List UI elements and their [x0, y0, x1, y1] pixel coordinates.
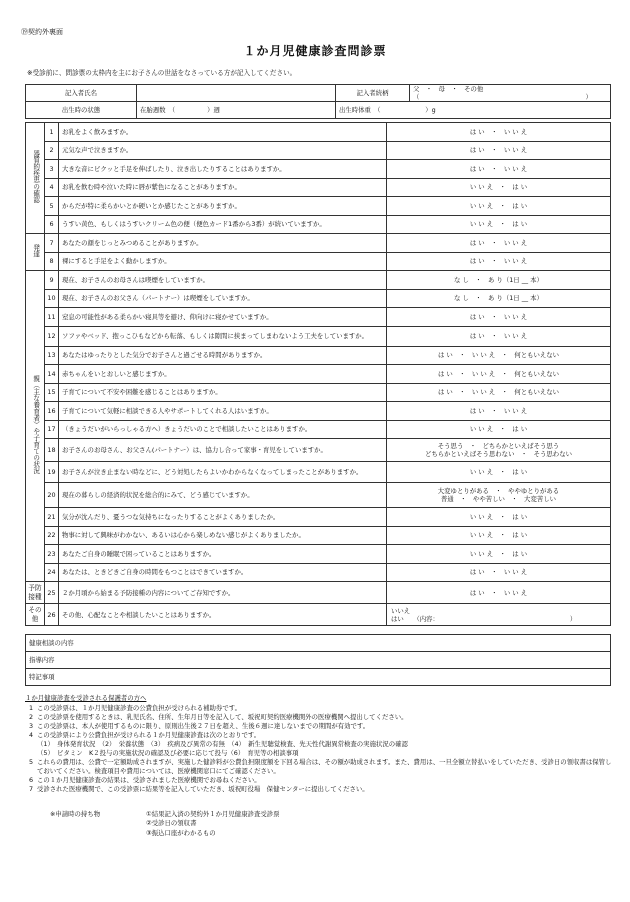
answer-choice[interactable]: は い ・ い い え — [469, 164, 528, 173]
answer-choice[interactable]: な し ・ あ り（1日 __ 本） — [454, 294, 543, 303]
question-row — [26, 308, 611, 327]
question-number: 18 — [45, 439, 59, 462]
question-row — [26, 526, 611, 545]
writer-name-label: 記入者氏名 — [26, 85, 137, 102]
question-row — [26, 545, 611, 564]
answer-options[interactable] — [387, 178, 611, 197]
answer-options[interactable] — [387, 271, 611, 290]
question-text: 現在、お子さんのお父さん（パートナー）は喫煙をしていますか。 — [59, 289, 387, 308]
question-row — [26, 383, 611, 402]
guide-item-number: 1 — [28, 703, 34, 712]
question-text: 現在、お子さんのお母さんは喫煙をしていますか。 — [59, 271, 387, 290]
corner-label: ⑲契約外裏面 — [21, 28, 63, 36]
bring-label: ※申請時の持ち物 — [50, 810, 101, 818]
question-number: 3 — [45, 160, 59, 179]
consult-content-row[interactable]: 健康相談の内容 — [26, 635, 611, 652]
answer-options[interactable] — [387, 462, 611, 483]
question-row — [26, 420, 611, 439]
answer-options[interactable] — [387, 215, 611, 234]
answer-choice[interactable]: な し ・ あ り（1日 __ 本） — [454, 275, 543, 284]
guide-item — [25, 776, 615, 785]
question-number: 15 — [45, 383, 59, 402]
question-number: 8 — [45, 252, 59, 271]
answer-choice[interactable]: い い え ・ は い — [469, 512, 528, 521]
answer-choice[interactable]: は い ・ い い え ・ 何ともいえない — [437, 351, 560, 360]
answer-options[interactable] — [387, 439, 611, 462]
question-row — [26, 234, 611, 253]
answer-choice[interactable]: い い え ・ は い — [469, 425, 528, 434]
header-table — [25, 84, 611, 119]
guide-item-number: 2 — [28, 712, 34, 721]
answer-choice[interactable]: は い ・ い い え ・ 何ともいえない — [437, 388, 560, 397]
question-row — [26, 604, 611, 626]
guide-item-number: 7 — [28, 784, 34, 793]
question-number: 9 — [45, 271, 59, 290]
question-row — [26, 141, 611, 160]
question-number: 1 — [45, 123, 59, 142]
question-row — [26, 326, 611, 346]
answer-options[interactable] — [387, 252, 611, 271]
answer-options[interactable] — [387, 526, 611, 545]
answer-choice[interactable]: は い ・ い い え — [469, 588, 528, 597]
category-development — [26, 234, 45, 271]
guidance-content-row[interactable]: 指導内容 — [26, 652, 611, 669]
answer-options[interactable] — [387, 326, 611, 346]
question-text: 物事に対して興味がわかない、あるいは心から楽しめない感じがよくありましたか。 — [59, 526, 387, 545]
notes-table — [25, 634, 611, 686]
question-text: うすい黄色、もしくはうすいクリーム色の便（便色カード1番から3番）が続いていますか。 — [59, 215, 387, 234]
question-text: あなたご自身の睡眠で困っていることはありますか。 — [59, 545, 387, 564]
answer-choice[interactable]: どちらかといえばそう思わない ・ そう思わない — [425, 450, 572, 458]
question-text: あなたの顔をじっとみつめることがありますか。 — [59, 234, 387, 253]
answer-options[interactable] — [387, 604, 611, 626]
question-number: 19 — [45, 462, 59, 483]
answer-options[interactable] — [387, 582, 611, 604]
question-text: 裸にすると手足をよく動かしますか。 — [59, 252, 387, 271]
answer-choice[interactable]: は い ・ い い え — [469, 568, 528, 577]
question-number: 17 — [45, 420, 59, 439]
question-text: ２か月頃から始まる予防接種の内容についてご存知ですか。 — [59, 582, 387, 604]
answer-options[interactable] — [387, 160, 611, 179]
category-vaccination — [26, 582, 45, 604]
question-text: 元気な声で泣きますか。 — [59, 141, 387, 160]
notice-text: ※受診前に、問診票の太枠内を主にお子さんの世話をなさっている方が記入してください。 — [27, 69, 297, 77]
guide-heading: １か月健康診査を受診される保護者の方へ — [25, 694, 147, 702]
question-number: 25 — [45, 582, 59, 604]
question-number: 10 — [45, 289, 59, 308]
bring-item: ①結果記入済の契約外１か月児健康診査受診票 — [146, 810, 280, 818]
question-row — [26, 508, 611, 527]
question-number: 26 — [45, 604, 59, 626]
answer-options[interactable] — [387, 141, 611, 160]
question-number: 23 — [45, 545, 59, 564]
question-number: 6 — [45, 215, 59, 234]
special-notes-row[interactable]: 特記事項 — [26, 669, 611, 686]
question-text: からだが特に柔らかいとか硬いとか感じたことがありますか。 — [59, 197, 387, 216]
answer-options[interactable] — [387, 420, 611, 439]
answer-choice[interactable]: はい （内容： ） — [391, 614, 577, 623]
bring-items — [50, 810, 280, 838]
question-number: 4 — [45, 178, 59, 197]
guide-item — [25, 722, 615, 731]
question-number: 5 — [45, 197, 59, 216]
category-label: その他 — [28, 606, 42, 623]
category-label: 親（主な養育者）や子育ての状況 — [31, 375, 40, 475]
answer-choice[interactable]: い い え ・ は い — [469, 201, 528, 210]
guide-item-text: （5） ビタミン K２投与の実施状況の確認及び必要に応じて投与（6） 育児等の相談事項 — [37, 748, 299, 757]
answer-options[interactable] — [387, 123, 611, 142]
answer-options[interactable] — [387, 508, 611, 527]
writer-name-field[interactable] — [137, 85, 336, 102]
question-row — [26, 215, 611, 234]
answer-choice[interactable]: は い ・ い い え ・ 何ともいえない — [437, 369, 560, 378]
answer-options[interactable] — [387, 234, 611, 253]
question-number: 12 — [45, 326, 59, 346]
guide-item — [25, 758, 615, 776]
guide-item-number: 6 — [28, 775, 34, 784]
answer-choice[interactable]: は い ・ い い え — [469, 127, 528, 136]
answer-choice[interactable]: は い ・ い い え — [469, 406, 528, 415]
question-row — [26, 123, 611, 142]
guide-item-number: 4 — [28, 730, 34, 739]
question-row — [26, 582, 611, 604]
question-row — [26, 271, 611, 290]
guide-item — [25, 740, 615, 749]
answer-choice[interactable]: いいえ — [391, 606, 411, 615]
answer-options[interactable] — [387, 308, 611, 327]
question-text: （きょうだいがいらっしゃる方へ）きょうだいのことで相談したいことはありますか。 — [59, 420, 387, 439]
category-label: 器質的疾患の確認 — [31, 150, 40, 204]
question-text: お乳を飲む時や泣いた時に唇が紫色になることがありますか。 — [59, 178, 387, 197]
guide-item-text: この１か月児健康診査の結果は、受診されました医療機関でお尋ねください。 — [37, 775, 261, 784]
birth-weight-field[interactable]: 出生時体重 （ ）g — [336, 102, 611, 119]
guide-item-text: これらの費用は、公費で一定額助成されますが、実施した健診料が公費負担限度額を下回る場合は、その額が助成されます。また、費用は、一旦全額立替払いをしていただき、受診日の領収書は保管しておいてください。検査項目や費用については、医療機関窓口にてご確認ください。 — [37, 757, 612, 775]
question-row — [26, 252, 611, 271]
question-text: 気分が沈んだり、憂うつな気持ちになったりすることがよくありましたか。 — [59, 508, 387, 527]
answer-choice[interactable]: い い え ・ は い — [469, 468, 528, 476]
birth-state-label: 出生時の状態 — [26, 102, 137, 119]
question-row — [26, 178, 611, 197]
relation-options[interactable]: 父 ・ 母 ・ その他（ ） — [410, 85, 611, 102]
guide-item-text: （1） 身体発育状況 （2） 栄養状態 （3） 疾病及び異常の有無 （4） 新生児聴覚検査、先天性代謝異常検査の実施状況の確認 — [37, 739, 408, 748]
answer-options[interactable] — [387, 383, 611, 402]
answer-choice[interactable]: い い え ・ は い — [469, 549, 528, 558]
guide-item-text: 受診された医療機関で、この受診票に結果等を記入していただき、坂祝町役場 保健センターに提出してください。 — [37, 784, 369, 793]
answer-choice[interactable]: は い ・ い い え — [469, 146, 528, 155]
question-text: 子育てについて気軽に相談できる人やサポートしてくれる人はいますか。 — [59, 402, 387, 421]
question-number: 11 — [45, 308, 59, 327]
question-number: 24 — [45, 563, 59, 582]
question-text: 大きな音にビクッと手足を伸ばしたり、泣き出したりすることはありますか。 — [59, 160, 387, 179]
answer-choice[interactable]: い い え ・ は い — [469, 183, 528, 192]
answer-choice[interactable]: そう思う ・ どちらかといえばそう思う — [437, 442, 560, 450]
guardian-guide — [25, 694, 615, 794]
answer-choice[interactable]: は い ・ い い え — [469, 312, 528, 321]
question-number: 16 — [45, 402, 59, 421]
question-row — [26, 462, 611, 483]
relation-label: 記入者続柄 — [336, 85, 410, 102]
question-number: 7 — [45, 234, 59, 253]
question-text: 赤ちゃんをいとおしいと感じますか。 — [59, 365, 387, 384]
answer-options[interactable] — [387, 483, 611, 508]
answer-options[interactable] — [387, 197, 611, 216]
question-number: 14 — [45, 365, 59, 384]
answer-choice[interactable]: 普通 ・ やや苦しい ・ 大変苦しい — [440, 495, 557, 503]
question-number: 2 — [45, 141, 59, 160]
answer-options[interactable] — [387, 289, 611, 308]
guide-item — [25, 704, 615, 713]
question-row — [26, 483, 611, 508]
answer-options[interactable] — [387, 563, 611, 582]
answer-choice[interactable]: 大変ゆとりがある ・ ややゆとりがある — [437, 487, 560, 495]
guide-item-number: 5 — [28, 757, 34, 766]
guide-item-text: この受診票により公費負担が受けられる１か月児健康診査は次のとおりです。 — [37, 730, 261, 739]
question-number: 22 — [45, 526, 59, 545]
page-title: １か月児健康診査問診票 — [243, 44, 387, 58]
question-row — [26, 402, 611, 421]
category-parenting — [26, 271, 45, 582]
answer-choice[interactable]: い い え ・ は い — [469, 531, 528, 540]
question-row — [26, 197, 611, 216]
question-number: 21 — [45, 508, 59, 527]
question-text: お乳をよく飲みますか。 — [59, 123, 387, 142]
guide-item — [25, 749, 615, 758]
guide-item-number — [25, 740, 37, 749]
answer-choice[interactable]: は い ・ い い え — [469, 238, 528, 247]
answer-choice[interactable]: い い え ・ は い — [469, 220, 528, 229]
question-number: 13 — [45, 346, 59, 365]
question-row — [26, 439, 611, 462]
question-text: お子さんが泣き止まない時などに、どう対処したらよいかわからなくなってしまったことがありますか。 — [59, 462, 387, 483]
category-organic — [26, 123, 45, 234]
guide-item — [25, 785, 615, 794]
guide-item-number: 3 — [28, 721, 34, 730]
guide-item-text: この受診票は、本人が使用するものに限り、原則出生後２７日を超え、生後６週に達しないまでの期間が有効です。 — [37, 721, 370, 730]
guide-item — [25, 731, 615, 740]
question-text: 子育てについて不安や困難を感じることはありますか。 — [59, 383, 387, 402]
question-row — [26, 365, 611, 384]
answer-options[interactable] — [387, 346, 611, 365]
question-table — [25, 122, 611, 626]
question-row — [26, 563, 611, 582]
question-text: ソファやベッド、抱っこひもなどから転落、もしくは隙間に挟まってしまわないよう工夫をしていますか。 — [59, 326, 387, 346]
question-text: お子さんのお母さん、お父さん(パートナー）は、協力し合って家事・育児をしていますか。 — [59, 439, 387, 462]
question-text: あなたはゆったりとした気分でお子さんと過ごせる時間がありますか。 — [59, 346, 387, 365]
guide-item — [25, 713, 615, 722]
guide-item-text: この受診票を使用するときは、乳児氏名、住所、生年月日等を記入して、坂祝町契約医療機関外の医療機関へ提出してください。 — [37, 712, 408, 721]
category-label: 予防接種 — [28, 584, 42, 601]
question-row — [26, 289, 611, 308]
category-label: 発達 — [31, 244, 40, 258]
answer-options[interactable] — [387, 545, 611, 564]
question-text: 現在の暮らしの経済的状況を総合的にみて、どう感じていますか。 — [59, 483, 387, 508]
weeks-field[interactable]: 在胎週数 （ ）週 — [137, 102, 336, 119]
question-number: 20 — [45, 483, 59, 508]
question-text: あなたは、ときどきご自身の時間をもつことはできていますか。 — [59, 563, 387, 582]
guide-item-number — [25, 749, 37, 758]
bring-item: ②受診日の領収書 — [146, 819, 197, 828]
answer-options[interactable] — [387, 365, 611, 384]
category-other — [26, 604, 45, 626]
question-text: 窒息の可能性がある柔らかい寝具等を避け、仰向けに寝かせていますか。 — [59, 308, 387, 327]
question-row — [26, 160, 611, 179]
bring-item: ③振込口座がわかるもの — [146, 828, 216, 837]
guide-item-text: この受診票は、１か月児健康診査の公費負担が受けられる補助券です。 — [37, 703, 241, 712]
question-row — [26, 346, 611, 365]
answer-choice[interactable]: は い ・ い い え — [469, 332, 528, 340]
question-text: その他、心配なことや相談したいことはありますか。 — [59, 604, 387, 626]
answer-options[interactable] — [387, 402, 611, 421]
answer-choice[interactable]: は い ・ い い え — [469, 257, 528, 266]
